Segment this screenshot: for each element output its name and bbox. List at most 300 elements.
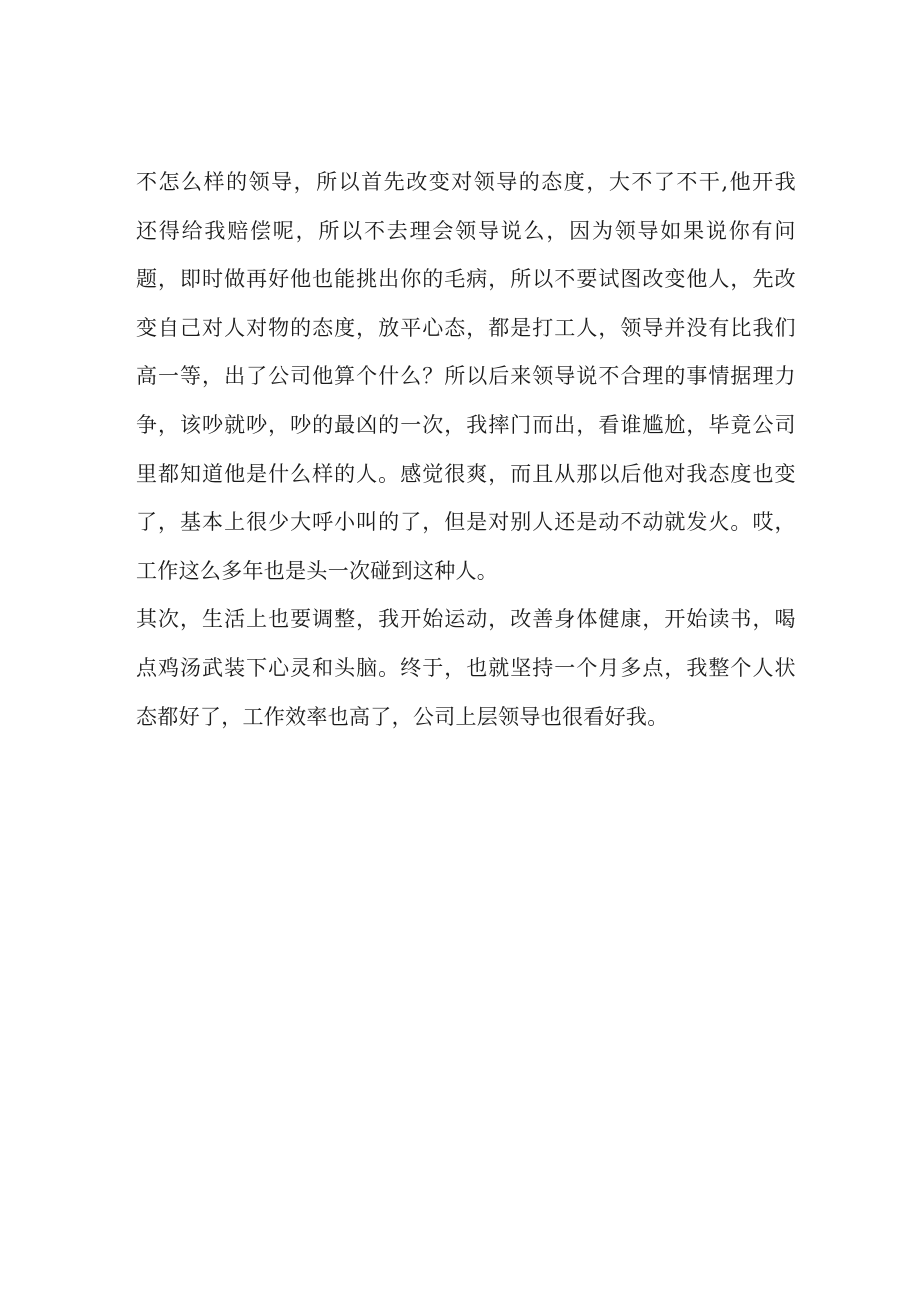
text-char: 的 [312, 412, 334, 437]
text-char: 理 [752, 364, 774, 389]
text-char: 体 [576, 607, 598, 632]
text-char: 知 [180, 461, 202, 486]
text-char: 叫 [356, 510, 378, 535]
text-line [136, 158, 796, 207]
text-char: 不 [598, 364, 620, 389]
text-char: 大 [290, 510, 312, 535]
text-char: 算 [334, 364, 356, 389]
text-char: 一 [158, 364, 180, 389]
text-char: 人 [532, 510, 554, 535]
text-char: 活 [224, 607, 246, 632]
text-char: ， [158, 510, 180, 535]
text-char: 火 [708, 510, 730, 535]
text-char: 变 [136, 315, 158, 340]
text-char: 对 [451, 170, 473, 194]
text-char: 凶 [356, 412, 378, 437]
text-char: 以 [338, 170, 360, 194]
text-char: 么 [290, 461, 312, 486]
text-char: 是 [466, 510, 488, 535]
text-char: 以 [532, 267, 554, 292]
text-char: 还 [554, 510, 576, 535]
text-char: 一 [554, 655, 576, 680]
text-char: 变 [774, 461, 796, 486]
text-char: 里 [136, 461, 158, 486]
text-char: 工 [554, 315, 576, 340]
text-char: 开 [400, 607, 422, 632]
text-char: 喝 [774, 607, 796, 632]
text-char: 没 [686, 315, 708, 340]
text-char: 不 [676, 170, 698, 194]
text-char: 态 [312, 315, 334, 340]
text-char: 出 [378, 267, 400, 292]
text-char: ， [488, 607, 510, 632]
text-char: 偿 [249, 218, 272, 243]
text-char: 去 [386, 218, 409, 243]
text-char: 给 [181, 218, 203, 243]
text-char: 就 [664, 510, 686, 535]
text-char: 的 [226, 170, 248, 194]
text-char: 高 [136, 364, 158, 389]
text-char: 康 [620, 607, 642, 632]
text-char: 导 [496, 170, 518, 194]
text-char: 说 [500, 218, 523, 243]
text-char: 吵 [290, 412, 312, 437]
text-char: 会 [432, 218, 454, 243]
text-char: 度 [730, 461, 752, 486]
text-char: 也 [312, 267, 334, 292]
text-char: 多 [620, 655, 642, 680]
text-char: 人 [224, 315, 246, 340]
text-char: 干 [698, 170, 721, 194]
text-char: 的 [422, 267, 444, 292]
text-char: 他 [729, 170, 751, 194]
text-char: ， [664, 655, 686, 680]
text-char: 个 [576, 655, 598, 680]
text-char: 因 [569, 218, 591, 243]
text-char: 了 [136, 510, 158, 535]
text-char: ， [295, 218, 317, 243]
text-char: 题 [136, 267, 158, 292]
text-char: 图 [620, 267, 642, 292]
text-char: 对 [202, 315, 224, 340]
text-char: 是 [510, 315, 532, 340]
text-char: 么 [400, 364, 422, 389]
text-line-content: 态都好了，工作效率也高了，公司上层领导也很看好我。 [136, 704, 669, 729]
text-char: 要 [290, 607, 312, 632]
text-char: 领 [473, 170, 496, 194]
text-char: 开 [752, 170, 774, 194]
text-char: 得 [158, 218, 181, 243]
text-char: 月 [598, 655, 620, 680]
text-char: 个 [730, 655, 752, 680]
text-char: 身 [554, 607, 576, 632]
text-char: 好 [268, 267, 290, 292]
text-char: 不 [554, 267, 576, 292]
text-line [136, 547, 796, 596]
text-char: 说 [705, 218, 728, 243]
text-char: 的 [334, 461, 356, 486]
text-char: 先 [752, 267, 774, 292]
text-char: 并 [664, 315, 686, 340]
text-char: 病 [466, 267, 488, 292]
text-char: 读 [708, 607, 730, 632]
text-char: 就 [488, 655, 510, 680]
text-char: 我 [466, 412, 488, 437]
text-char: 摔 [488, 412, 510, 437]
text-char: 。 [730, 510, 752, 535]
text-char: 你 [728, 218, 751, 243]
text-char: 动 [642, 510, 664, 535]
text-char: 合 [620, 364, 642, 389]
text-char: 也 [466, 655, 488, 680]
text-char: 道 [202, 461, 224, 486]
text-char: 要 [576, 267, 598, 292]
text-char: 而 [532, 412, 554, 437]
text-char: 调 [312, 607, 334, 632]
text-char: 样 [312, 461, 334, 486]
text-char: 理 [409, 218, 431, 243]
text-char: 是 [576, 510, 598, 535]
text-char: ， [444, 412, 466, 437]
text-char: 竟 [730, 412, 752, 437]
text-char: 情 [708, 364, 730, 389]
text-char: 尬 [664, 412, 686, 437]
text-char: 时 [202, 267, 224, 292]
text-char: 始 [422, 607, 444, 632]
text-char: 样 [203, 170, 225, 194]
text-char: 改 [406, 170, 428, 194]
text-char: 争 [136, 412, 158, 437]
text-char: 人 [576, 315, 598, 340]
text-char: 不 [631, 170, 653, 194]
text-char: 他 [686, 267, 708, 292]
text-char: 生 [202, 607, 224, 632]
text-char: 觉 [422, 461, 444, 486]
text-char: 公 [752, 412, 774, 437]
text-char: 们 [774, 315, 796, 340]
text-char: 改 [642, 267, 664, 292]
text-char: 坚 [510, 655, 532, 680]
text-char: 么 [181, 170, 203, 194]
text-char: ， [598, 315, 620, 340]
text-char: 物 [268, 315, 290, 340]
text-char: 谁 [620, 412, 642, 437]
text-char: ， [752, 607, 774, 632]
text-char: 动 [598, 510, 620, 535]
text-char: 一 [400, 412, 422, 437]
text-char: 最 [334, 412, 356, 437]
text-char: 发 [686, 510, 708, 535]
text-char: 不 [136, 170, 158, 194]
text-char: ， [356, 315, 378, 340]
text-char: 点 [136, 655, 158, 680]
text-char: ， [686, 412, 708, 437]
text-line [136, 352, 796, 401]
text-char: ， [576, 412, 598, 437]
text-char: 少 [268, 510, 290, 535]
text-char: 什 [378, 364, 400, 389]
text-char: 上 [246, 607, 268, 632]
text-char: 做 [224, 267, 246, 292]
text-char: 人 [752, 655, 774, 680]
text-char: 呢 [272, 218, 295, 243]
text-char: 有 [708, 315, 730, 340]
text-char: 心 [422, 315, 444, 340]
text-char: 平 [400, 315, 422, 340]
text-char: 赔 [227, 218, 249, 243]
text-line [136, 255, 796, 304]
text-line [136, 304, 796, 353]
text-char: 善 [532, 607, 554, 632]
text-char: 后 [620, 461, 642, 486]
text-char: 态 [444, 315, 466, 340]
text-line [136, 498, 796, 547]
text-char: 都 [488, 315, 510, 340]
text-char: 但 [444, 510, 466, 535]
text-char: ， [422, 510, 444, 535]
text-char: 能 [334, 267, 356, 292]
text-char: 是 [246, 461, 268, 486]
text-char: 鸡 [158, 655, 180, 680]
text-char: 武 [202, 655, 224, 680]
text-char: 试 [598, 267, 620, 292]
text-char: ， [774, 510, 796, 535]
text-char: 导 [477, 218, 500, 243]
text-char: 态 [541, 170, 563, 194]
text-line [136, 450, 796, 499]
text-char: 等 [180, 364, 202, 389]
text-char: ， [546, 218, 568, 243]
text-char: 所 [444, 364, 466, 389]
text-char: 也 [268, 607, 290, 632]
text-char: 你 [400, 267, 422, 292]
text-char: 司 [290, 364, 312, 389]
text-char: 问 [774, 218, 796, 243]
text-char: 毕 [708, 412, 730, 437]
text-char: 了 [246, 364, 268, 389]
text-char: 别 [510, 510, 532, 535]
text-char: 次 [422, 412, 444, 437]
text-char: 如 [660, 218, 682, 243]
text-char: 不 [363, 218, 386, 243]
text-char: ， [586, 170, 608, 194]
text-char: 的 [664, 364, 686, 389]
text-char: 度 [334, 315, 356, 340]
text-char: 就 [224, 412, 246, 437]
text-line [136, 595, 796, 644]
text-char: 以 [598, 461, 620, 486]
text-char: 我 [204, 218, 226, 243]
text-char: 出 [224, 364, 246, 389]
text-char: 人 [356, 461, 378, 486]
text-char: 变 [428, 170, 451, 194]
text-char: ， [356, 607, 378, 632]
text-char: 对 [664, 461, 686, 486]
text-char: 门 [510, 412, 532, 437]
text-char: 说 [576, 364, 598, 389]
text-char: 不 [620, 510, 642, 535]
text-char: 他 [290, 267, 312, 292]
text-char: 以 [341, 218, 363, 243]
text-char: 打 [532, 315, 554, 340]
text-char: 了 [400, 510, 422, 535]
text-char: 什 [268, 461, 290, 486]
text-char: 书 [730, 607, 752, 632]
text-char: 开 [664, 607, 686, 632]
text-char: ， [444, 655, 466, 680]
text-char: 比 [730, 315, 752, 340]
text-char: 点 [642, 655, 664, 680]
text-char: 司 [774, 412, 796, 437]
text-char: 汤 [180, 655, 202, 680]
text-char: 他 [312, 364, 334, 389]
text-char: 尴 [642, 412, 664, 437]
text-char: 毛 [444, 267, 466, 292]
text-char: 的 [378, 412, 400, 437]
text-char: 出 [554, 412, 576, 437]
text-char: 后 [488, 364, 510, 389]
text-char: 动 [466, 607, 488, 632]
text-char: 看 [598, 412, 620, 437]
text-char: 再 [246, 267, 268, 292]
text-char: ， [268, 412, 290, 437]
text-char: 。 [378, 461, 400, 486]
text-char: 很 [444, 461, 466, 486]
text-char: 领 [532, 364, 554, 389]
text-char: 导 [637, 218, 659, 243]
text-char: 还 [136, 218, 158, 243]
text-char: 改 [774, 267, 796, 292]
text-char: 公 [268, 364, 290, 389]
text-char: 领 [620, 315, 642, 340]
text-char: ， [730, 267, 752, 292]
text-char: 整 [708, 655, 730, 680]
text-char: 领 [614, 218, 637, 243]
text-char: 变 [664, 267, 686, 292]
text-char: 灵 [290, 655, 312, 680]
text-char: 终 [400, 655, 422, 680]
text-char: 事 [686, 364, 708, 389]
text-char: 始 [686, 607, 708, 632]
text-char: 都 [158, 461, 180, 486]
text-char: 该 [180, 412, 202, 437]
text-char: 的 [378, 510, 400, 535]
text-char: ， [158, 412, 180, 437]
text-char: ， [180, 607, 202, 632]
text-char: 导 [554, 364, 576, 389]
text-char: 首 [361, 170, 383, 194]
text-char: ？ [422, 364, 444, 389]
text-char: 对 [246, 315, 268, 340]
text-char: 很 [246, 510, 268, 535]
text-char: 状 [774, 655, 796, 680]
text-char: 持 [532, 655, 554, 680]
text-char: 所 [510, 267, 532, 292]
text-line [136, 644, 796, 693]
text-char: 力 [774, 364, 796, 389]
text-char: 来 [510, 364, 532, 389]
text-char: 个 [356, 364, 378, 389]
text-line [136, 207, 796, 256]
text-char: 的 [518, 170, 541, 194]
text-char: , [721, 170, 729, 194]
text-char: 挑 [356, 267, 378, 292]
text-line [136, 693, 796, 742]
text-char: 的 [290, 315, 312, 340]
text-char: 了 [653, 170, 676, 194]
text-char: 那 [576, 461, 598, 486]
text-char: 对 [488, 510, 510, 535]
text-char: 吵 [202, 412, 224, 437]
text-char: 导 [642, 315, 664, 340]
text-char: ， [488, 267, 510, 292]
text-char: 整 [334, 607, 356, 632]
body-text [136, 158, 796, 741]
text-char: ， [642, 607, 664, 632]
text-char: 我 [378, 607, 400, 632]
text-char: 脑 [356, 655, 378, 680]
text-char: 我 [686, 461, 708, 486]
text-char: 所 [316, 170, 338, 194]
text-char: 所 [318, 218, 340, 243]
text-char: 哎 [752, 510, 774, 535]
text-char: 导 [271, 170, 293, 194]
text-char: 装 [224, 655, 246, 680]
text-char: 领 [248, 170, 270, 194]
text-char: 有 [751, 218, 773, 243]
text-char: 以 [466, 364, 488, 389]
text-char: 下 [246, 655, 268, 680]
text-char: 人 [708, 267, 730, 292]
text-char: 基 [180, 510, 202, 535]
text-char: 放 [378, 315, 400, 340]
text-char: 己 [180, 315, 202, 340]
text-char: 而 [510, 461, 532, 486]
text-line-content: 工作这么多年也是头一次碰到这种人。 [136, 558, 499, 583]
text-char: ， [488, 461, 510, 486]
text-char: 也 [752, 461, 774, 486]
text-char: 据 [730, 364, 752, 389]
text-char: 自 [158, 315, 180, 340]
text-char: 且 [532, 461, 554, 486]
text-char: 小 [334, 510, 356, 535]
text-char: 改 [510, 607, 532, 632]
text-char: 大 [608, 170, 631, 194]
text-char: 于 [422, 655, 444, 680]
text-char: 心 [268, 655, 290, 680]
text-char: 头 [334, 655, 356, 680]
text-char: 他 [642, 461, 664, 486]
text-char: 吵 [246, 412, 268, 437]
text-char: 理 [642, 364, 664, 389]
text-char: 上 [224, 510, 246, 535]
text-char: 和 [312, 655, 334, 680]
text-char: 本 [202, 510, 224, 535]
text-char: 我 [686, 655, 708, 680]
text-char: 呼 [312, 510, 334, 535]
text-char: 先 [383, 170, 405, 194]
text-char: ， [158, 267, 180, 292]
text-char: ， [293, 170, 315, 194]
text-char: 从 [554, 461, 576, 486]
text-char: 怎 [158, 170, 180, 194]
text-char: 我 [752, 315, 774, 340]
text-char: 我 [774, 170, 796, 194]
text-char: 即 [180, 267, 202, 292]
text-char: 领 [455, 218, 477, 243]
text-char: 爽 [466, 461, 488, 486]
text-char: ， [466, 315, 488, 340]
